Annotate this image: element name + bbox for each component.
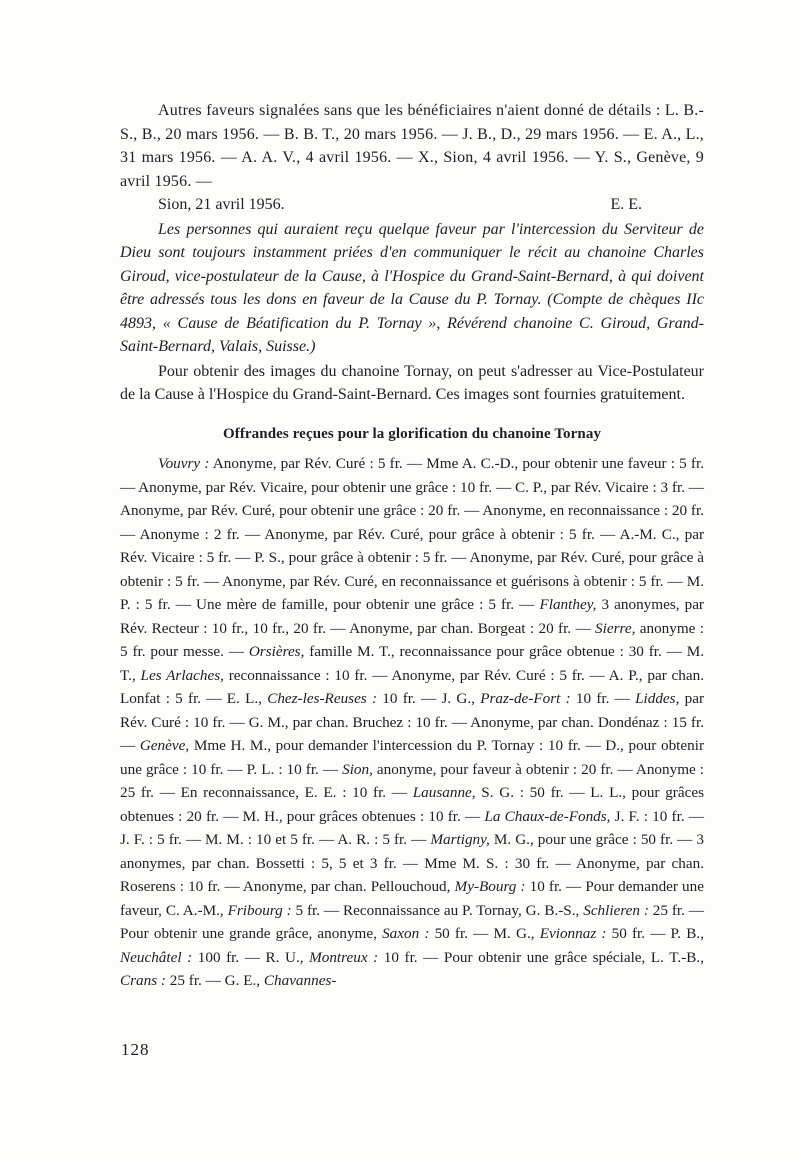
offrande-place: My-Bourg :	[454, 878, 526, 895]
offrande-place: Orsières,	[248, 643, 305, 660]
offrande-place: Sion,	[342, 760, 373, 778]
offrande-text: Anonyme, par Rév. Curé : 5 fr. — Mme A. C.-D., pour obtenir une faveur : 5 fr. — Anonyme, par Rév. Vicaire, pour obtenir une grâce : 10 fr. — C. P., par Rév. Vicaire : 3 fr. — Anonyme, par Rév. Curé, pour obtenir une grâce : 20 fr. — Anonyme, en reconnaissance : 20 fr. — Anonyme : 2 fr. — Anonyme, par Rév. Curé, pour grâce à obtenir : 5 fr. — A.-M. C., par Rév. Vicaire : 5 fr. — P. S., pour grâce à obtenir : 5 fr. — Anonyme, par Rév. Curé, pour grâce à obtenir : 5 fr. — Anonyme, par Rév. Curé, en reconnaissance et guérisons à obtenir : 5 fr. — M. P. : 5 fr. — Une mère de famille, pour obtenir une grâce : 5 fr. —	[120, 455, 705, 613]
faveurs-closing-line	[120, 193, 704, 217]
offrandes-heading: Offrandes reçues pour la glorification du chanoine Tornay	[222, 425, 602, 442]
signature: E. E.	[610, 196, 642, 213]
offrande-text: 10 fr. — J. G.,	[377, 690, 481, 707]
offrande-text: J. F. : 10 fr. — J. F. : 5 fr. — M. M. : 10 et 5 fr. — A. R. : 5 fr. —	[120, 807, 704, 848]
offrande-place: Fribourg :	[227, 901, 292, 919]
offrande-place: Neuchâtel :	[120, 948, 193, 966]
offrande-text: 50 fr. — P. B.,	[606, 925, 704, 942]
offrande-place: La Chaux-de-Fonds,	[484, 807, 611, 825]
offrande-text: 10 fr. — Pour obtenir une grâce spéciale, L. T.-B.,	[378, 948, 704, 966]
offrande-text: 5 fr. — Reconnaissance au P. Tornay, G. B.-S.,	[291, 901, 584, 919]
offrande-place: Crans :	[120, 972, 166, 989]
offrande-text: 25 fr. — Pour obtenir une grande grâce, anonyme,	[120, 901, 704, 942]
offrande-place: Evionnaz :	[539, 925, 607, 942]
offrande-text: S. G. : 50 fr. — L. L., pour grâces obtenues : 20 fr. — M. H., pour grâces obtenues : 10 fr. —	[120, 784, 704, 825]
offrande-place: Schlieren :	[583, 901, 649, 919]
offrande-place: Vouvry :	[158, 455, 210, 472]
offrande-place: Praz-de-Fort :	[480, 690, 571, 707]
faveurs-paragraph: Autres faveurs signalées sans que les bénéficiaires n'aient donné de détails : L. B.-S., B., 20 mars 1956. — B. B. T., 20 mars 1956. — J. B., D., 29 mars 1956. — E. A., L., 31 mars 1956. — A. A. V., 4 avril 1956. — X., Sion, 4 avril 1956. — Y. S., Genève, 9 avril 1956. —	[120, 102, 704, 190]
images-note-paragraph: Pour obtenir des images du chanoine Tornay, on peut s'adresser au Vice-Postulateur de la Cause à l'Hospice du Grand-Saint-Bernard. Ces images sont fournies gratuitement.	[120, 362, 704, 403]
offrande-place: Genève,	[139, 737, 190, 754]
offrande-text: 3 anonymes, par Rév. Recteur : 10 fr., 10 fr., 20 fr. — Anonyme, par chan. Borgeat : 20 fr. —	[120, 596, 704, 637]
offrande-place: Montreux :	[309, 948, 379, 966]
offrande-place: Chez-les-Reuses :	[267, 690, 378, 707]
offrande-text: 10 fr. — Pour demander une faveur, C. A.-M.,	[120, 878, 704, 919]
appeal-paragraph: Les personnes qui auraient reçu quelque faveur par l'intercession du Serviteur de Dieu sont toujours instamment priées d'en communiquer le récit au chanoine Charles Giroud, vice-postulateur de la Cause, à l'Hospice du Grand-Saint-Bernard, à qui doivent être adressés tous les dons en faveur de la Cause du P. Tornay. (Compte de chèques IIc 4893, « Cause de Béatification du P. Tornay », Révérend chanoine C. Giroud, Grand-Saint-Bernard, Valais, Suisse.)	[120, 220, 704, 355]
offrande-place: Flanthey,	[539, 596, 597, 613]
offrande-text: Mme H. M., pour demander l'intercession du P. Tornay : 10 fr. — D., pour obtenir une grâce : 10 fr. — P. L. : 10 fr. —	[120, 737, 704, 778]
offrande-text: 50 fr. — M. G.,	[429, 925, 540, 942]
offrande-place: Les Arlaches,	[140, 666, 224, 684]
offrande-place: Chavannes-	[263, 972, 337, 989]
offrande-text: anonyme : 5 fr. pour messe. —	[120, 619, 705, 660]
offrande-text: 10 fr. —	[570, 690, 636, 707]
offrandes-list	[120, 452, 704, 993]
offrande-text: par Rév. Curé : 10 fr. — G. M., par chan. Bruchez : 10 fr. — Anonyme, par chan. Dondénaz : 15 fr. —	[120, 690, 705, 754]
offrande-place: Liddes,	[635, 690, 680, 707]
faveurs-last-line: Sion, 21 avril 1956.	[158, 196, 285, 213]
offrande-text: 100 fr. — R. U.,	[192, 948, 310, 966]
offrande-place: Saxon :	[382, 925, 430, 942]
page-content	[120, 99, 704, 993]
offrande-text: reconnaissance : 10 fr. — Anonyme, par Rév. Curé : 5 fr. — A. P., par chan. Lonfat : 5 fr. — E. L.,	[120, 666, 704, 707]
offrande-place: Lausanne,	[412, 784, 476, 801]
offrande-text: M. G., pour une grâce : 50 fr. — 3 anonymes, par chan. Bossetti : 5, 5 et 3 fr. — Mme M. S. : 30 fr. — Anonyme, par chan. Roserens : 10 fr. — Anonyme, par chan. Pellouchoud,	[120, 831, 704, 895]
offrande-text: anonyme, pour faveur à obtenir : 20 fr. — Anonyme : 25 fr. — En reconnaissance, E. E. : 10 fr. —	[120, 760, 704, 801]
offrande-text: famille M. T., reconnaissance pour grâce obtenue : 30 fr. — M. T.,	[120, 643, 704, 684]
offrande-place: Martigny,	[430, 831, 490, 848]
page-number: 128	[121, 1040, 150, 1059]
offrande-text: 25 fr. — G. E.,	[166, 972, 264, 989]
offrande-place: Sierre,	[595, 619, 636, 637]
